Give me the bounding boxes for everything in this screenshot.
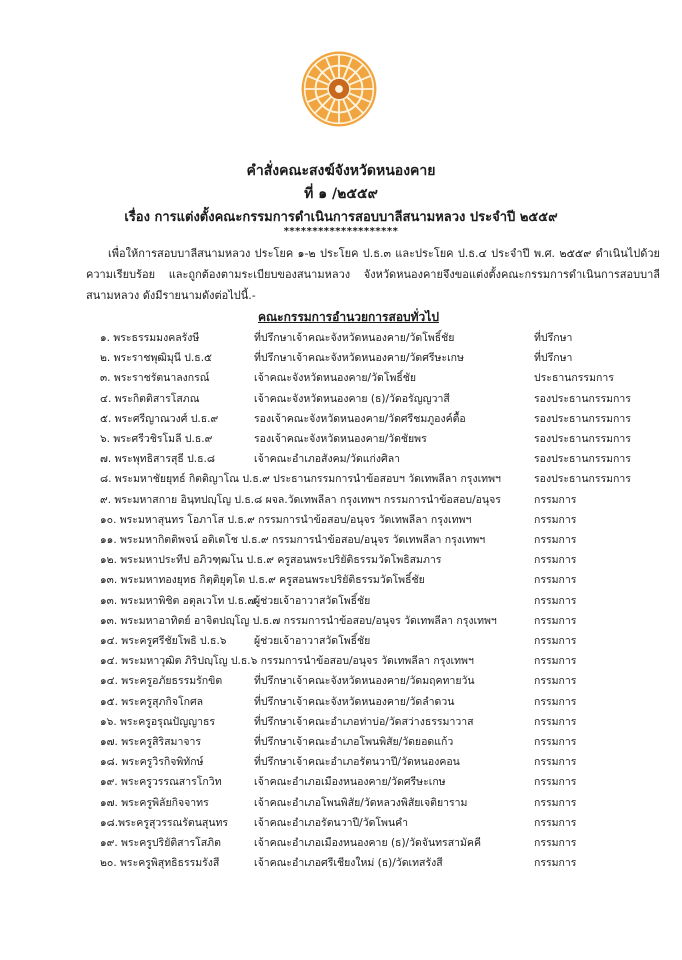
member-role: รองประธานกรรมการ: [534, 412, 631, 425]
member-name: ๑๔. พระครูอภัยธรรมรักขิต: [100, 675, 223, 688]
member-role: กรรมการ: [534, 776, 577, 789]
member-row: [0, 430, 682, 452]
member-role: กรรมการ: [534, 655, 577, 668]
member-row: [0, 410, 682, 432]
member-name: ๑๓. พระมหาอาทิตย์ อาจิตปญฺโญ ป.ธ.๗ กรรมการนำข้อสอบ/อนุจร วัดเทพลีลา กรุงเทพฯ: [100, 614, 497, 627]
member-name: ๑๒. พระมหาประทีป อภิวฑฺฒโน ป.ธ.๙ ครูสอนพระปริยัติธรรมวัดโพธิสมภาร: [100, 554, 442, 567]
member-row: [0, 612, 682, 634]
member-name: ๔. พระกิตติสารโสภณ: [100, 392, 200, 405]
member-position: ผู้ช่วยเจ้าอาวาสวัดโพธิ์ชัย: [254, 594, 371, 607]
member-row: [0, 450, 682, 472]
member-name: ๒๐. พระครูพิสุทธิธรรมรังสี: [100, 857, 220, 870]
member-name: ๑๑. พระมหากิตติพจน์ อติเตโช ป.ธ.๙ กรรมการนำข้อสอบ/อนุจร วัดเทพลีลา กรุงเทพฯ: [100, 534, 486, 546]
member-role: กรรมการ: [534, 816, 577, 829]
member-role: กรรมการ: [534, 574, 577, 587]
member-role: รองประธานกรรมการ: [534, 473, 631, 486]
member-name: ๑๗. พระครูพิลัยกิจจาทร: [100, 796, 209, 809]
member-position: เจ้าคณะจังหวัดหนองคาย (ธ)/วัดอรัญญวาสี: [254, 392, 450, 405]
member-row: [0, 592, 682, 614]
member-name: ๕. พระศรีญาณวงศ์ ป.ธ.๙: [100, 412, 219, 425]
member-name: ๑๔. พระครูศรีชัยโพธิ ป.ธ.๖: [100, 635, 227, 647]
document-subject: เรื่อง การแต่งตั้งคณะกรรมการดำเนินการสอบบาลีสนามหลวง ประจำปี ๒๕๕๙: [124, 210, 558, 225]
member-position: ที่ปรึกษาเจ้าคณะอำเภอท่าบ่อ/วัดสว่างธรรมาวาส: [254, 715, 474, 728]
member-row: [0, 672, 682, 694]
member-role: กรรมการ: [534, 675, 577, 688]
member-name: ๒. พระราชพุฒิมุนี ป.ธ.๕: [100, 352, 212, 365]
member-position: ที่ปรึกษาเจ้าคณะจังหวัดหนองคาย/วัดมฤคทายวัน: [254, 675, 475, 688]
member-position: เจ้าคณะอำเภอเมืองหนองคาย (ธ)/วัดจันทรสามัคคี: [254, 837, 481, 849]
member-row: [0, 773, 682, 795]
member-name: ๙. พระมหาสกาย อินฺทปญฺโญ ป.ธ.๘ ผจล.วัดเทพลีลา กรุงเทพฯ กรรมการนำข้อสอบ/อนุจร: [100, 493, 501, 506]
member-name: ๑๓. พระมหาทองยุทธ กิตฺติยุตฺโต ป.ธ.๙ ครูสอนพระปริยัติธรรมวัดโพธิ์ชัย: [100, 574, 425, 587]
member-name: ๑๘.พระครูสุวรรณรัตนสุนทร: [100, 816, 229, 829]
member-name: ๑๓. พระมหาพิชิต อตุลเวโท ป.ธ.๗: [100, 594, 256, 607]
member-row: [0, 753, 682, 775]
member-role: กรรมการ: [534, 715, 577, 728]
member-position: รองเจ้าคณะจังหวัดหนองคาย/วัดศรีชมภูองค์ตื้อ: [254, 412, 466, 425]
member-row: [0, 733, 682, 755]
member-row: [0, 329, 682, 351]
member-role: รองประธานกรรมการ: [534, 392, 631, 405]
member-position: รองเจ้าคณะจังหวัดหนองคาย/วัดชัยพร: [254, 433, 427, 445]
member-position: ที่ปรึกษาเจ้าคณะจังหวัดหนองคาย/วัดศรีษะเกษ: [254, 352, 464, 365]
member-position: ที่ปรึกษาเจ้าคณะอำเภอรัตนวาปี/วัดหนองคอน: [254, 756, 460, 769]
member-name: ๘. พระมหาชัยยุทธ์ กิตติญาโณ ป.ธ.๙ ประธานกรรมการนำข้อสอบฯ วัดเทพลีลา กรุงเทพฯ: [100, 473, 501, 486]
member-row: [0, 390, 682, 412]
member-position: เจ้าคณะอำเภอโพนพิสัย/วัดหลวงพิสัยเจติยาราม: [254, 796, 468, 809]
member-name: ๑๐. พระมหาสุนทร โอภาโส ป.ธ.๙ กรรมการนำข้อสอบ/อนุจร วัดเทพลีลา กรุงเทพฯ: [100, 513, 472, 526]
member-role: กรรมการ: [534, 756, 577, 769]
member-name: ๑๙. พระครูปริยัติสารโสภิต: [100, 837, 221, 849]
member-row: [0, 814, 682, 836]
member-name: ๓. พระราชรัตนาลงกรณ์: [100, 372, 210, 385]
member-role: กรรมการ: [534, 796, 577, 809]
member-role: กรรมการ: [534, 857, 577, 870]
member-row: [0, 349, 682, 371]
order-number: ที่ ๑ /๒๕๕๙: [304, 186, 378, 202]
member-position: เจ้าคณะอำเภอรัตนวาปี/วัดโพนคำ: [254, 816, 409, 829]
member-name: ๑๖. พระครูอรุณปัญญาธร: [100, 715, 216, 728]
member-row: [0, 834, 682, 856]
member-row: [0, 511, 682, 533]
member-name: ๑๔. พระมหาวุฒิต ภิริปญฺโญ ป.ธ.๖ กรรมการนำข้อสอบ/อนุจร วัดเทพลีลา กรุงเทพฯ: [100, 655, 474, 668]
member-role: กรรมการ: [534, 837, 577, 849]
member-role: รองประธานกรรมการ: [534, 433, 631, 445]
dharma-wheel-seal-icon: [300, 50, 378, 128]
member-position: เจ้าคณะอำเภอเมืองหนองคาย/วัดศรีษะเกษ: [254, 776, 446, 789]
member-row: [0, 632, 682, 654]
member-name: ๗. พระพุทธิสารสุธี ป.ธ.๘: [100, 453, 215, 466]
member-name: ๑๘. พระครูวิรกิจพิทักษ์: [100, 756, 204, 769]
member-position: ผู้ช่วยเจ้าอาวาสวัดโพธิ์ชัย: [254, 635, 371, 647]
member-row: [0, 713, 682, 735]
member-position: เจ้าคณะจังหวัดหนองคาย/วัดโพธิ์ชัย: [254, 372, 417, 385]
member-role: กรรมการ: [534, 635, 577, 647]
member-row: [0, 693, 682, 715]
member-name: ๖. พระศรีวชิรโมลี ป.ธ.๙: [100, 433, 213, 445]
member-row: [0, 652, 682, 674]
member-position: ที่ปรึกษาเจ้าคณะจังหวัดหนองคาย/วัดโพธิ์ชัย: [254, 332, 455, 344]
member-position: ที่ปรึกษาเจ้าคณะอำเภอโพนพิสัย/วัดยอดแก้ว: [254, 736, 454, 748]
member-role: กรรมการ: [534, 736, 577, 748]
member-role: กรรมการ: [534, 695, 577, 708]
member-role: กรรมการ: [534, 513, 577, 526]
document-title: คำสั่งคณะสงฆ์จังหวัดหนองคาย: [246, 163, 436, 179]
member-role: กรรมการ: [534, 493, 577, 506]
intro-paragraph: เพื่อให้การสอบบาลีสนามหลวง ประโยค ๑-๒ ประโยค ป.ธ.๓ และประโยค ป.ธ.๔ ประจำปี พ.ศ. ๒๕๕๙ ดำเนินไปด้วยความเรียบร้อย และถูกต้องตามระเบียบของสนามหลวง จังหวัดหนองคายจึงขอแต่งตั้งคณะกรรมการดำเนินการสอบบาลีสนามหลวง ดังมีรายนามดังต่อไปนี้.-: [86, 247, 660, 302]
member-position: ที่ปรึกษาเจ้าคณะจังหวัดหนองคาย/วัดลำดวน: [254, 695, 455, 708]
member-role: กรรมการ: [534, 554, 577, 567]
member-role: ประธานกรรมการ: [534, 372, 614, 385]
member-row: [0, 794, 682, 816]
member-role: กรรมการ: [534, 594, 577, 607]
member-row: [0, 854, 682, 876]
member-row: [0, 491, 682, 513]
member-role: ที่ปรึกษา: [534, 332, 573, 344]
member-row: [0, 551, 682, 573]
section-title: คณะกรรมการอำนวยการสอบทั่วไป: [258, 310, 439, 324]
member-role: ที่ปรึกษา: [534, 352, 573, 365]
member-name: ๑. พระธรรมมงคลรังษี: [100, 332, 200, 344]
member-position: เจ้าคณะอำเภอสังคม/วัดแก่งศิลา: [254, 453, 401, 466]
member-row: [0, 571, 682, 593]
member-position: เจ้าคณะอำเภอศรีเชียงใหม่ (ธ)/วัดเทสรังสี: [254, 857, 443, 870]
member-row: [0, 470, 682, 492]
member-role: กรรมการ: [534, 534, 577, 546]
member-row: [0, 369, 682, 391]
member-name: ๑๗. พระครูสิริสมาจาร: [100, 736, 202, 748]
member-name: ๑๕. พระครูสุภกิจโกศล: [100, 695, 204, 708]
separator-stars: ********************: [283, 226, 399, 237]
member-name: ๑๙. พระครูวรรณสารโกวิท: [100, 776, 222, 789]
member-row: [0, 531, 682, 553]
member-role: รองประธานกรรมการ: [534, 453, 631, 466]
member-role: กรรมการ: [534, 614, 577, 627]
